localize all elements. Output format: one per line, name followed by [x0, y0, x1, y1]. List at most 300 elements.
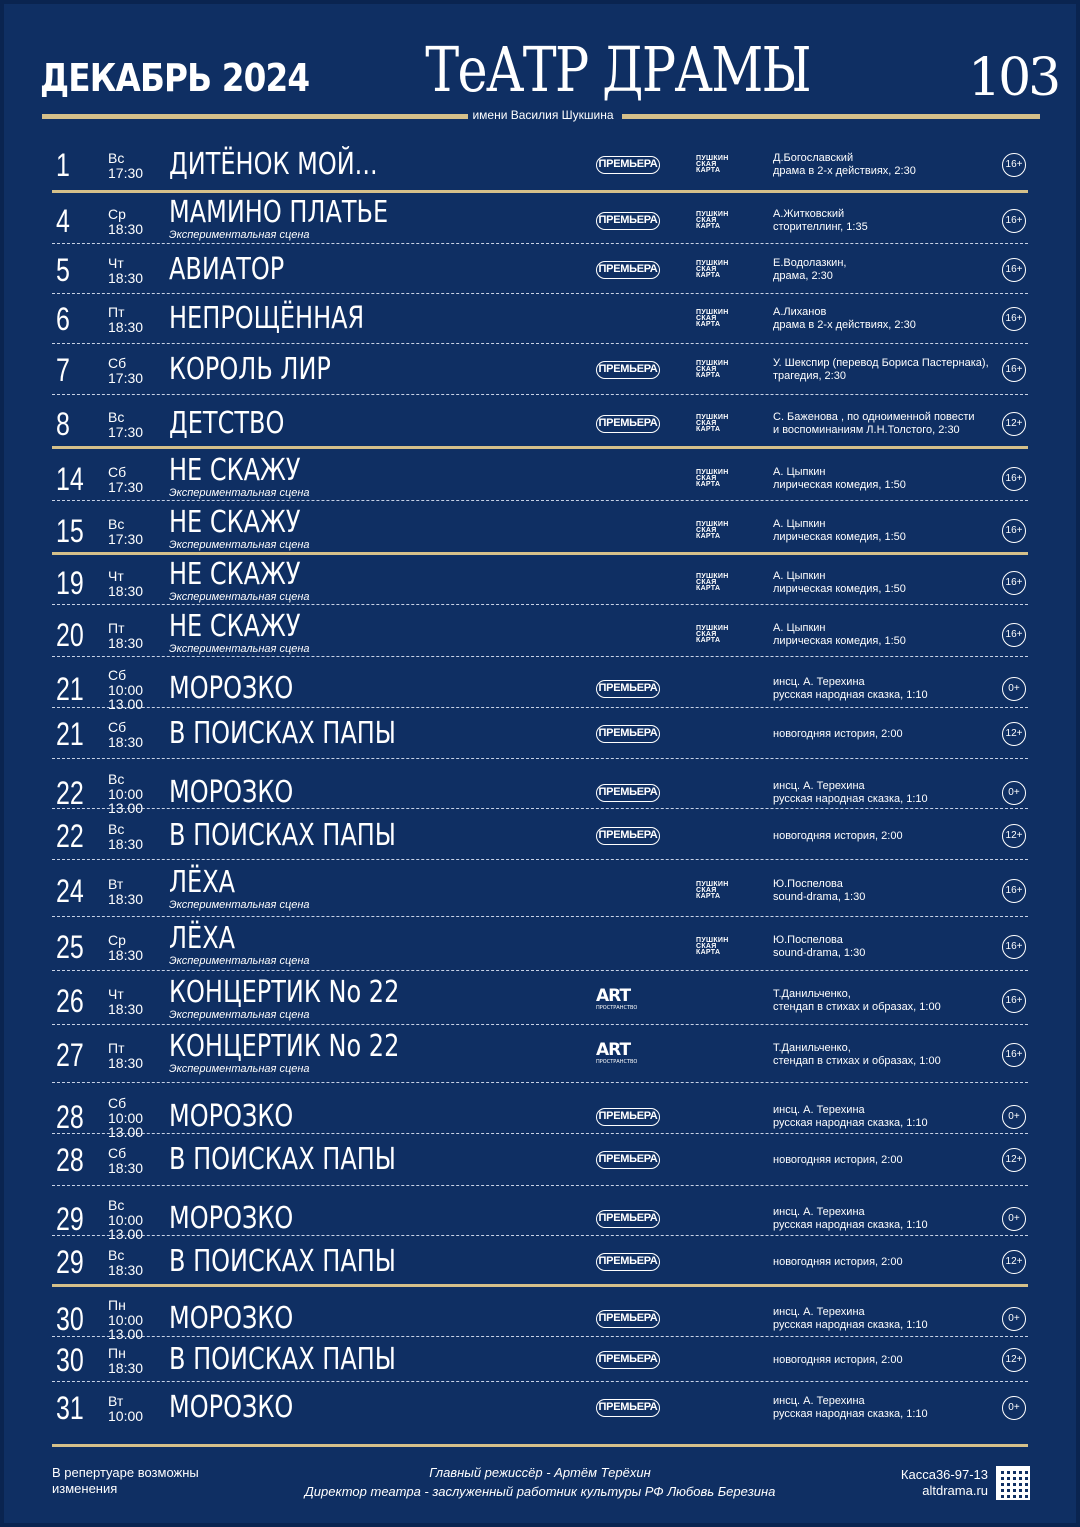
age-rating-badge: 16+ — [1002, 258, 1026, 282]
event-day: 4 — [56, 203, 70, 239]
theatre-logo: ТеАТР ДРАМЫ — [425, 33, 811, 106]
event-weekday: Вс — [108, 149, 125, 166]
event-info-line: инсц. А. Терехина — [773, 1206, 865, 1218]
event-row[interactable] — [52, 865, 1028, 914]
age-rating-badge: 12+ — [1002, 1250, 1026, 1274]
event-info — [773, 934, 865, 960]
event-title[interactable]: ДЕТСТВО — [169, 406, 285, 441]
event-info-line: А. Цыпкин — [773, 622, 826, 634]
event-info-line: Ю.Поспелова — [773, 934, 843, 946]
event-weekday: Вс — [108, 1196, 125, 1213]
venue-label: Экспериментальная сцена — [169, 643, 310, 655]
event-info-line: лирическая комедия, 1:50 — [773, 583, 906, 595]
row-divider — [52, 1082, 1028, 1083]
event-weekday: Сб — [108, 463, 127, 480]
event-times — [108, 584, 143, 598]
credits — [300, 1465, 780, 1500]
event-info — [773, 728, 903, 741]
event-title[interactable]: КОРОЛЬ ЛИР — [169, 352, 331, 387]
event-info — [773, 466, 906, 492]
event-info — [773, 1395, 928, 1421]
event-info-line: инсц. А. Терехина — [773, 1306, 865, 1318]
event-info-line: русская народная сказка, 1:10 — [773, 1219, 928, 1231]
premiere-badge: ПРЕМЬЕРА — [596, 1210, 660, 1228]
event-day: 25 — [56, 929, 84, 965]
event-time: 18:30 — [108, 1000, 144, 1017]
event-title[interactable]: МОРОЗКО — [169, 1201, 294, 1236]
event-info-line: Е.Водолазкин, — [773, 257, 847, 269]
event-info — [773, 622, 906, 648]
event-time: 17:30 — [108, 423, 144, 440]
event-day: 14 — [56, 461, 84, 497]
age-rating-badge: 0+ — [1002, 1396, 1026, 1420]
event-weekday: Вс — [108, 820, 125, 837]
event-day: 8 — [56, 406, 70, 442]
event-row[interactable] — [52, 298, 1028, 340]
age-rating-badge: 12+ — [1002, 722, 1026, 746]
event-day: 21 — [56, 716, 84, 752]
event-info-line: лирическая комедия, 1:50 — [773, 531, 906, 543]
event-time: 18:30 — [108, 1054, 144, 1071]
event-info-line: драма в 2-х действиях, 2:30 — [773, 165, 916, 177]
pushkin-card-icon: ПУШКИН СКАЯ КАРТА — [696, 521, 729, 540]
event-row[interactable] — [52, 975, 1028, 1024]
venue-label: Экспериментальная сцена — [169, 487, 310, 499]
event-weekday: Пт — [108, 303, 125, 320]
event-info — [773, 1354, 903, 1367]
event-times — [108, 480, 143, 494]
event-row[interactable] — [52, 1194, 1028, 1244]
event-info-line: инсц. А. Терехина — [773, 1395, 865, 1407]
event-day: 15 — [56, 513, 84, 549]
event-weekday: Ср — [108, 205, 126, 222]
age-rating-badge: 16+ — [1002, 307, 1026, 331]
event-times — [108, 1002, 143, 1016]
event-time: 13.00 — [108, 1325, 144, 1342]
event-title[interactable]: НЕПРОЩЁННАЯ — [169, 301, 365, 336]
event-times — [108, 532, 143, 546]
premiere-badge: ПРЕМЬЕРА — [596, 1399, 660, 1417]
event-weekday: Сб — [108, 354, 127, 371]
header-gold-line-right — [622, 114, 1040, 119]
event-day: 22 — [56, 775, 84, 811]
event-time: 18:30 — [108, 1261, 144, 1278]
pushkin-card-icon: ПУШКИН СКАЯ КАРТА — [696, 937, 729, 956]
event-info — [773, 1206, 928, 1232]
event-times — [108, 735, 143, 749]
event-title[interactable]: В ПОИСКАХ ПАПЫ — [169, 818, 396, 853]
venue-label: Экспериментальная сцена — [169, 1063, 310, 1075]
premiere-badge: ПРЕМЬЕРА — [596, 361, 660, 379]
premiere-badge: ПРЕМЬЕРА — [596, 827, 660, 845]
event-row[interactable] — [52, 1294, 1028, 1344]
theatre-director: Директор театра - заслуженный работник культуры РФ Любовь Березина — [304, 1484, 776, 1499]
premiere-badge: ПРЕМЬЕРА — [596, 784, 660, 802]
event-info — [773, 830, 903, 843]
event-title[interactable]: В ПОИСКАХ ПАПЫ — [169, 1244, 396, 1279]
event-info-line: драма в 2-х действиях, 2:30 — [773, 319, 916, 331]
event-time: 18:30 — [108, 318, 144, 335]
age-rating-badge: 16+ — [1002, 989, 1026, 1013]
event-weekday: Чт — [108, 254, 124, 271]
event-time: 13.00 — [108, 1225, 144, 1242]
event-times — [108, 948, 143, 962]
premiere-badge: ПРЕМЬЕРА — [596, 1108, 660, 1126]
event-day: 30 — [56, 1342, 84, 1378]
event-day: 27 — [56, 1037, 84, 1073]
pushkin-card-icon: ПУШКИН СКАЯ КАРТА — [696, 469, 729, 488]
event-day: 26 — [56, 983, 84, 1019]
row-divider — [52, 859, 1028, 860]
qr-code-icon[interactable] — [998, 1468, 1028, 1498]
event-info — [773, 878, 865, 904]
event-info-line: новогодняя история, 2:00 — [773, 1153, 903, 1166]
art-space-logo-text: ART — [596, 1040, 631, 1060]
event-row[interactable] — [52, 1244, 1028, 1280]
event-time: 17:30 — [108, 530, 144, 547]
event-weekday: Пн — [108, 1344, 126, 1361]
event-info-line: новогодняя история, 2:00 — [773, 829, 903, 842]
event-title[interactable]: НЕ СКАЖУ — [169, 453, 301, 488]
event-day: 1 — [56, 147, 70, 183]
event-times — [108, 892, 143, 906]
event-title[interactable]: МОРОЗКО — [169, 671, 294, 706]
chief-director: Главный режиссёр - Артём Терёхин — [429, 1465, 651, 1480]
age-rating-badge: 0+ — [1002, 677, 1026, 701]
event-time: 10:00 — [108, 1407, 144, 1424]
premiere-badge: ПРЕМЬЕРА — [596, 1253, 660, 1271]
event-day: 31 — [56, 1390, 84, 1426]
pushkin-card-icon: ПУШКИН СКАЯ КАРТА — [696, 211, 729, 230]
event-info-line: стендап в стихах и образах, 1:00 — [773, 1055, 941, 1067]
event-info-line: русская народная сказка, 1:10 — [773, 793, 928, 805]
event-info-line: русская народная сказка, 1:10 — [773, 689, 928, 701]
event-weekday: Чт — [108, 985, 124, 1002]
event-info-line: А.Лиханов — [773, 306, 827, 318]
age-rating-badge: 12+ — [1002, 824, 1026, 848]
event-row[interactable] — [52, 609, 1028, 658]
event-weekday: Чт — [108, 567, 124, 584]
event-time: 18:30 — [108, 1359, 144, 1376]
event-row[interactable] — [52, 250, 1028, 290]
art-space-logo-subtext: ПРОСТРАНСТВО — [596, 1005, 638, 1011]
event-title[interactable]: В ПОИСКАХ ПАПЫ — [169, 1142, 396, 1177]
event-info — [773, 1256, 903, 1269]
event-title[interactable]: МАМИНО ПЛАТЬЕ — [169, 195, 389, 230]
event-info-line: трагедия, 2:30 — [773, 370, 846, 382]
event-times — [108, 1263, 143, 1277]
event-row[interactable] — [52, 145, 1028, 185]
event-time: 10:00 — [108, 1311, 144, 1328]
event-info-line: русская народная сказка, 1:10 — [773, 1408, 928, 1420]
event-info-line: и воспоминаниям Л.Н.Толстого, 2:30 — [773, 424, 960, 436]
event-day: 7 — [56, 352, 70, 388]
event-weekday: Пн — [108, 1296, 126, 1313]
pushkin-card-icon: ПУШКИН СКАЯ КАРТА — [696, 881, 729, 900]
event-day: 30 — [56, 1301, 84, 1337]
event-info-line: А. Цыпкин — [773, 518, 826, 530]
event-title[interactable]: ДИТЁНОК МОЙ... — [169, 147, 378, 182]
event-info — [773, 570, 906, 596]
event-times — [108, 787, 143, 815]
art-space-logo-text: ART — [596, 986, 631, 1006]
row-divider — [52, 394, 1028, 395]
event-title[interactable]: МОРОЗКО — [169, 775, 294, 810]
contacts — [880, 1467, 988, 1499]
event-row[interactable] — [52, 505, 1028, 554]
event-info-line: А. Цыпкин — [773, 570, 826, 582]
event-title[interactable]: НЕ СКАЖУ — [169, 557, 301, 592]
event-time: 18:30 — [108, 220, 144, 237]
age-rating-badge: 0+ — [1002, 781, 1026, 805]
event-title[interactable]: МОРОЗКО — [169, 1301, 294, 1336]
event-weekday: Сб — [108, 666, 127, 683]
footer-gold-line — [52, 1444, 1028, 1447]
header-gold-line-left — [42, 114, 468, 119]
premiere-badge: ПРЕМЬЕРА — [596, 212, 660, 230]
event-info-line: инсц. А. Терехина — [773, 1104, 865, 1116]
event-info-line: стендап в стихах и образах, 1:00 — [773, 1001, 941, 1013]
event-info — [773, 357, 989, 383]
event-day: 29 — [56, 1244, 84, 1280]
event-info-line: новогодняя история, 2:00 — [773, 727, 903, 740]
event-times — [108, 320, 143, 334]
event-weekday: Вс — [108, 515, 125, 532]
event-time: 18:30 — [108, 946, 144, 963]
row-divider — [52, 293, 1028, 294]
event-title[interactable]: КОНЦЕРТИК No 22 — [169, 975, 400, 1010]
event-info-line: инсц. А. Терехина — [773, 780, 865, 792]
age-rating-badge: 16+ — [1002, 209, 1026, 233]
event-times — [108, 271, 143, 285]
event-info — [773, 208, 868, 234]
event-info-line: С. Баженова , по одноименной повести — [773, 411, 975, 423]
event-row[interactable] — [52, 402, 1028, 446]
row-divider — [52, 1381, 1028, 1382]
event-times — [108, 1056, 143, 1070]
event-times — [108, 166, 143, 180]
event-info — [773, 411, 975, 437]
pushkin-card-icon: ПУШКИН СКАЯ КАРТА — [696, 155, 729, 174]
event-row[interactable] — [52, 768, 1028, 818]
event-info — [773, 988, 941, 1014]
event-row[interactable] — [52, 1092, 1028, 1142]
event-row[interactable] — [52, 1342, 1028, 1378]
venue-label: Экспериментальная сцена — [169, 1009, 310, 1021]
event-info-line: русская народная сказка, 1:10 — [773, 1319, 928, 1331]
event-info — [773, 1042, 941, 1068]
premiere-badge: ПРЕМЬЕРА — [596, 1310, 660, 1328]
venue-label: Экспериментальная сцена — [169, 955, 310, 967]
event-time: 18:30 — [108, 634, 144, 651]
event-info-line: А. Цыпкин — [773, 466, 826, 478]
event-info — [773, 676, 928, 702]
event-weekday: Пт — [108, 619, 125, 636]
event-time: 13.00 — [108, 1123, 144, 1140]
event-title[interactable]: МОРОЗКО — [169, 1390, 294, 1425]
repertoire-note — [52, 1465, 199, 1497]
art-space-logo-subtext: ПРОСТРАНСТВО — [596, 1059, 638, 1065]
event-title[interactable]: В ПОИСКАХ ПАПЫ — [169, 1342, 396, 1377]
age-rating-badge: 16+ — [1002, 879, 1026, 903]
event-time: 13.00 — [108, 799, 144, 816]
event-time: 10:00 — [108, 785, 144, 802]
anniversary-emblem: 103 — [968, 48, 1059, 108]
event-info-line: Т.Данильченко, — [773, 1042, 851, 1054]
event-info-line: А.Житковский — [773, 208, 845, 220]
event-title[interactable]: КОНЦЕРТИК No 22 — [169, 1029, 400, 1064]
event-weekday: Сб — [108, 1094, 127, 1111]
venue-label: Экспериментальная сцена — [169, 539, 310, 551]
event-info-line: Д.Богославский — [773, 152, 854, 164]
event-weekday: Сб — [108, 1144, 127, 1161]
event-row[interactable] — [52, 716, 1028, 752]
pushkin-card-icon: ПУШКИН СКАЯ КАРТА — [696, 360, 729, 379]
pushkin-card-icon: ПУШКИН СКАЯ КАРТА — [696, 309, 729, 328]
pushkin-card-icon: ПУШКИН СКАЯ КАРТА — [696, 625, 729, 644]
event-day: 19 — [56, 565, 84, 601]
age-rating-badge: 16+ — [1002, 358, 1026, 382]
event-time: 18:30 — [108, 733, 144, 750]
age-rating-badge: 12+ — [1002, 1148, 1026, 1172]
event-title[interactable]: В ПОИСКАХ ПАПЫ — [169, 716, 396, 751]
event-times — [108, 222, 143, 236]
event-day: 24 — [56, 873, 84, 909]
event-times — [108, 1313, 143, 1341]
pushkin-card-icon: ПУШКИН СКАЯ КАРТА — [696, 260, 729, 279]
row-divider — [52, 758, 1028, 759]
event-weekday: Пт — [108, 1039, 125, 1056]
event-time: 18:30 — [108, 582, 144, 599]
row-divider — [52, 916, 1028, 917]
event-weekday: Вт — [108, 875, 124, 892]
row-divider — [52, 1024, 1028, 1025]
event-info — [773, 257, 846, 283]
event-row[interactable] — [52, 1142, 1028, 1178]
age-rating-badge: 16+ — [1002, 153, 1026, 177]
event-row[interactable] — [52, 1388, 1028, 1428]
event-times — [108, 1161, 143, 1175]
event-day: 28 — [56, 1142, 84, 1178]
event-time: 18:30 — [108, 1159, 144, 1176]
premiere-badge: ПРЕМЬЕРА — [596, 1351, 660, 1369]
event-day: 21 — [56, 671, 84, 707]
event-time: 17:30 — [108, 369, 144, 386]
event-row[interactable] — [52, 350, 1028, 390]
week-divider — [52, 1284, 1028, 1287]
event-time: 13.00 — [108, 695, 144, 712]
event-times — [108, 1409, 143, 1423]
repertoire-note-line1: В репертуаре возможны — [52, 1465, 199, 1480]
repertoire-note-line2: изменения — [52, 1481, 118, 1496]
event-info-line: новогодняя история, 2:00 — [773, 1353, 903, 1366]
event-time: 10:00 — [108, 1109, 144, 1126]
row-divider — [52, 970, 1028, 971]
event-title[interactable]: ЛЁХА — [169, 865, 236, 900]
event-times — [108, 1361, 143, 1375]
age-rating-badge: 16+ — [1002, 571, 1026, 595]
event-info-line: У. Шекспир (перевод Бориса Пастернака), — [773, 357, 989, 369]
premiere-badge: ПРЕМЬЕРА — [596, 1151, 660, 1169]
event-row[interactable] — [52, 921, 1028, 970]
premiere-badge: ПРЕМЬЕРА — [596, 725, 660, 743]
event-weekday: Вс — [108, 770, 125, 787]
venue-label: Экспериментальная сцена — [169, 229, 310, 241]
event-info-line: русская народная сказка, 1:10 — [773, 1117, 928, 1129]
age-rating-badge: 16+ — [1002, 1043, 1026, 1067]
venue-label: Экспериментальная сцена — [169, 899, 310, 911]
age-rating-badge: 0+ — [1002, 1307, 1026, 1331]
event-info — [773, 306, 916, 332]
premiere-badge: ПРЕМЬЕРА — [596, 261, 660, 279]
event-row[interactable] — [52, 664, 1028, 714]
event-times — [108, 425, 143, 439]
event-weekday: Вс — [108, 1246, 125, 1263]
week-divider — [52, 190, 1028, 193]
event-info — [773, 152, 916, 178]
event-time: 18:30 — [108, 269, 144, 286]
event-info-line: сторителлинг, 1:35 — [773, 221, 868, 233]
event-title[interactable]: МОРОЗКО — [169, 1099, 294, 1134]
event-info — [773, 518, 906, 544]
event-title[interactable]: НЕ СКАЖУ — [169, 609, 301, 644]
event-info-line: лирическая комедия, 1:50 — [773, 635, 906, 647]
event-times — [108, 636, 143, 650]
event-time: 17:30 — [108, 164, 144, 181]
age-rating-badge: 12+ — [1002, 412, 1026, 436]
event-day: 28 — [56, 1099, 84, 1135]
premiere-badge: ПРЕМЬЕРА — [596, 680, 660, 698]
event-times — [108, 683, 143, 711]
age-rating-badge: 16+ — [1002, 519, 1026, 543]
week-divider — [52, 446, 1028, 449]
event-row[interactable] — [52, 557, 1028, 606]
logo-subtitle: имени Василия Шукшина — [472, 108, 614, 122]
event-title[interactable]: АВИАТОР — [169, 252, 285, 287]
pushkin-card-icon: ПУШКИН СКАЯ КАРТА — [696, 414, 729, 433]
event-title[interactable]: ЛЁХА — [169, 921, 236, 956]
row-divider — [52, 1185, 1028, 1186]
event-time: 10:00 — [108, 681, 144, 698]
age-rating-badge: 16+ — [1002, 935, 1026, 959]
event-row[interactable] — [52, 453, 1028, 502]
website-link[interactable]: altdrama.ru — [922, 1483, 988, 1498]
event-row[interactable] — [52, 818, 1028, 854]
event-info-line: лирическая комедия, 1:50 — [773, 479, 906, 491]
event-info — [773, 780, 928, 806]
event-row[interactable] — [52, 1029, 1028, 1078]
event-info-line: Т.Данильченко, — [773, 988, 851, 1000]
venue-label: Экспериментальная сцена — [169, 591, 310, 603]
event-time: 17:30 — [108, 478, 144, 495]
event-info-line: sound-drama, 1:30 — [773, 891, 866, 903]
event-time: 18:30 — [108, 890, 144, 907]
event-info — [773, 1154, 903, 1167]
event-row[interactable] — [52, 195, 1028, 244]
event-weekday: Вс — [108, 408, 125, 425]
age-rating-badge: 16+ — [1002, 467, 1026, 491]
event-day: 6 — [56, 301, 70, 337]
event-weekday: Ср — [108, 931, 126, 948]
event-info-line: драма, 2:30 — [773, 270, 833, 282]
event-day: 22 — [56, 818, 84, 854]
event-day: 29 — [56, 1201, 84, 1237]
pushkin-card-icon: ПУШКИН СКАЯ КАРТА — [696, 573, 729, 592]
event-info — [773, 1306, 928, 1332]
event-day: 5 — [56, 252, 70, 288]
event-title[interactable]: НЕ СКАЖУ — [169, 505, 301, 540]
row-divider — [52, 343, 1028, 344]
